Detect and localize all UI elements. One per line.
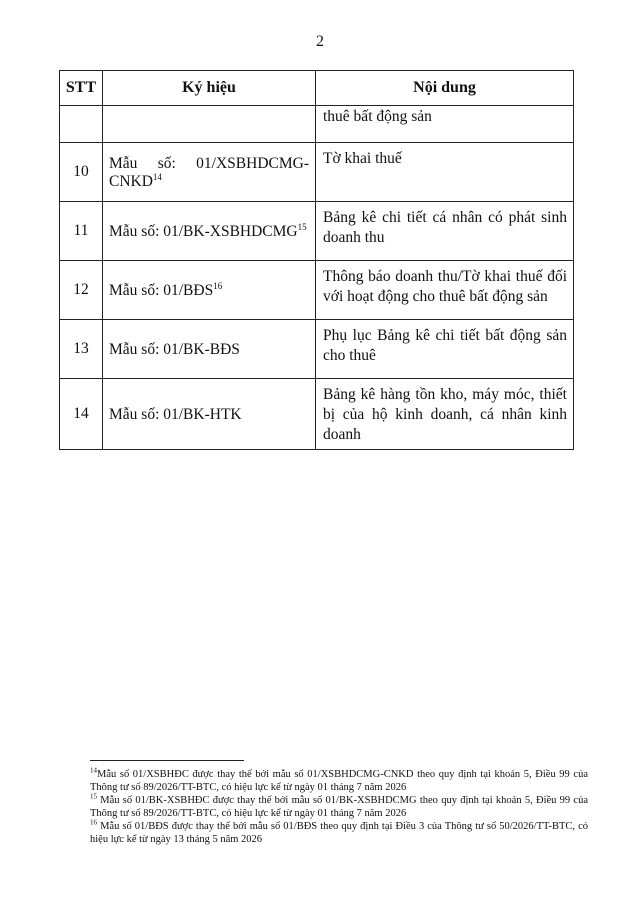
table-row xyxy=(60,379,574,450)
table-row xyxy=(60,143,574,202)
header-noi-dung: Nội dung xyxy=(316,71,574,106)
footnote xyxy=(90,820,588,846)
footnote-number: 15 xyxy=(90,792,97,801)
header-ky-hieu: Ký hiệu xyxy=(103,71,316,106)
ky-hieu-word: số: xyxy=(157,155,176,172)
row-ky-hieu: Mẫu số: 01/BK-BĐS xyxy=(103,320,316,379)
footnote-ref: 16 xyxy=(213,280,223,291)
row-noi-dung: Tờ khai thuế xyxy=(316,143,574,202)
table-header-row xyxy=(60,71,574,106)
row-ky-hieu xyxy=(103,261,316,320)
footnote-ref: 14 xyxy=(152,171,162,182)
row-noi-dung: Phụ lục Bảng kê chi tiết bất động sản cho thuê xyxy=(316,320,574,379)
footnote xyxy=(90,768,588,794)
table-row-continuation xyxy=(60,106,574,143)
footnote-ref: 15 xyxy=(297,221,307,232)
footnote-number: 16 xyxy=(90,818,97,827)
table-row xyxy=(60,320,574,379)
row-stt: 12 xyxy=(60,261,103,320)
footnote-text: Mẫu số 01/XSBHĐC được thay thế bởi mẫu số 01/XSBHDCMG-CNKD theo quy định tại khoản 5, Điều 99 của Thông tư số 89/2026/TT-BTC, có hiệu lực kể từ ngày 01 tháng 7 năm 2026 xyxy=(90,769,588,793)
footnotes xyxy=(90,768,588,846)
row-ky-hieu xyxy=(103,202,316,261)
footnote-text: Mẫu số 01/BĐS được thay thế bởi mẫu số 01/BĐS theo quy định tại Điều 3 của Thông tư số 50/2026/TT-BTC, có hiệu lực kể từ ngày 13 tháng 5 năm 2026 xyxy=(90,821,588,845)
row-noi-dung: Thông báo doanh thu/Tờ khai thuế đối với hoạt động cho thuê bất động sản xyxy=(316,261,574,320)
row-noi-dung: Bảng kê chi tiết cá nhân có phát sinh doanh thu xyxy=(316,202,574,261)
footnote-number: 14 xyxy=(90,766,97,775)
row-stt: 11 xyxy=(60,202,103,261)
ky-hieu-word: CNKD xyxy=(109,173,153,190)
page-number: 2 xyxy=(316,33,324,50)
ky-hieu-text: Mẫu số: 01/BĐS xyxy=(109,282,214,299)
row-ky-hieu: Mẫu số: 01/BK-HTK xyxy=(103,379,316,450)
row-ky-hieu xyxy=(103,143,316,202)
ky-hieu-text: Mẫu số: 01/BK-XSBHDCMG xyxy=(109,223,298,240)
ky-hieu-word: 01/XSBHDCMG- xyxy=(196,155,309,172)
row-noi-dung: Bảng kê hàng tồn kho, máy móc, thiết bị của hộ kinh doanh, cá nhân kinh doanh xyxy=(316,379,574,450)
ky-hieu-word: Mẫu xyxy=(109,155,138,172)
row-stt: 14 xyxy=(60,379,103,450)
table-row xyxy=(60,261,574,320)
footnote-text: Mẫu số 01/BK-XSBHĐC được thay thế bởi mẫu số 01/BK-XSBHDCMG theo quy định tại khoản 5, Điều 99 của Thông tư số 89/2026/TT-BTC, có hiệu lực kể từ ngày 01 tháng 7 năm 2026 xyxy=(90,795,588,819)
footnote xyxy=(90,794,588,820)
table-row xyxy=(60,202,574,261)
forms-table xyxy=(59,70,574,450)
footnote-divider xyxy=(90,760,244,761)
row-stt: 10 xyxy=(60,143,103,202)
header-stt: STT xyxy=(60,71,103,106)
continuation-text: thuê bất động sản xyxy=(316,106,574,143)
row-stt: 13 xyxy=(60,320,103,379)
